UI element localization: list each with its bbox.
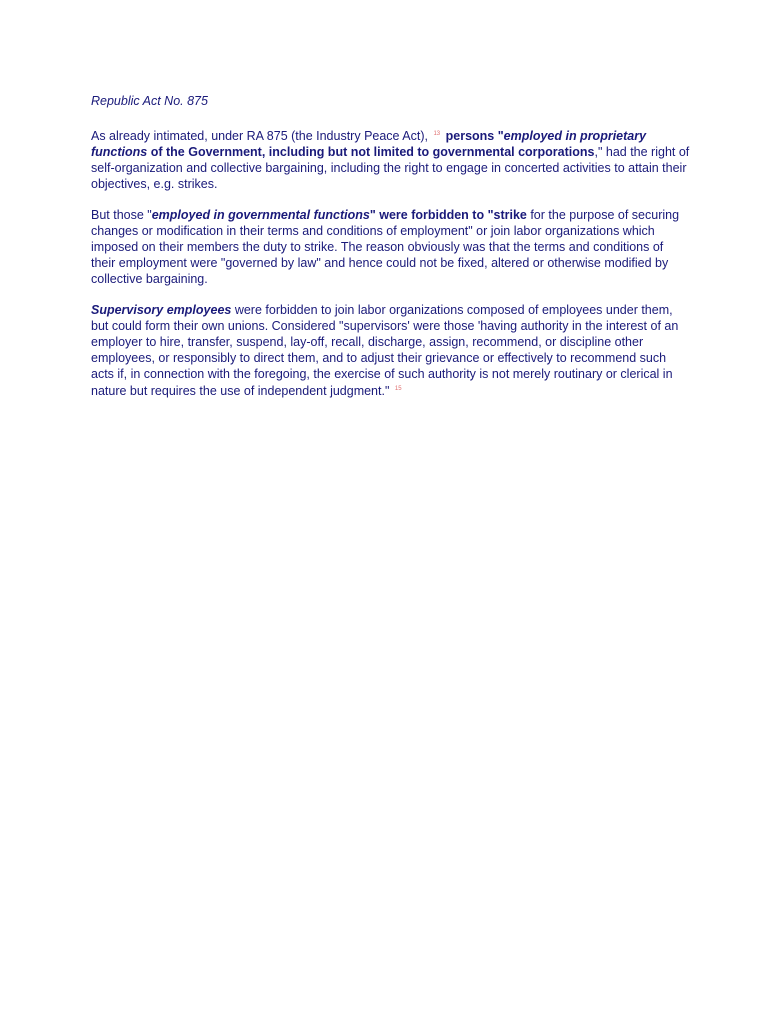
paragraph-text: But those " <box>91 208 152 223</box>
section-heading: Republic Act No. 875 <box>91 94 208 108</box>
footnote-marker[interactable]: 15 <box>394 386 402 393</box>
paragraph-text: ," had the right of self-organization and collective bargaining, including the right to engage in concerted activities to attain their objectives, e.g. strikes. <box>91 144 690 191</box>
paragraph-text: were forbidden to join labor organizations composed of employees under them, but could form their own unions. Considered "supervisors' were those 'having authority in the interest of an employer to hire, transfer, suspend, lay-off, recall, discharge, assign, recommend, or discipline other employees, or responsibly to direct them, and to adjust their grievance or effectively to recommend such acts if, in connection with the foregoing, the exercise of such authority is not merely routinary or clerical in nature but requires the use of independent judgment." <box>91 303 679 399</box>
paragraph-supervisory-employees <box>91 303 691 400</box>
paragraph-text: for the purpose of securing changes or modification in their terms and conditions of employment" or join labor organizations which imposed on their members the duty to strike. The reason obviously was that the terms and conditions of their employment were "governed by law" and hence could not be fixed, altered or otherwise modified by collective bargaining. <box>91 208 680 286</box>
bold-text: persons " <box>442 129 504 144</box>
bold-italic-text: employed in proprietary functions <box>91 129 647 159</box>
bold-italic-text: employed in governmental functions <box>151 208 370 223</box>
paragraph-industry-peace-act <box>91 127 691 192</box>
bold-italic-text: Supervisory employees <box>91 303 232 318</box>
bold-text: " were forbidden to "strike <box>369 208 527 223</box>
paragraph-governmental-functions <box>91 208 691 287</box>
paragraph-text: As already intimated, under RA 875 (the Industry Peace Act), <box>91 129 432 144</box>
document-body <box>91 93 691 416</box>
bold-text: of the Government, including but not limited to governmental corporations <box>147 144 595 159</box>
footnote-marker[interactable]: 13 <box>433 131 441 137</box>
